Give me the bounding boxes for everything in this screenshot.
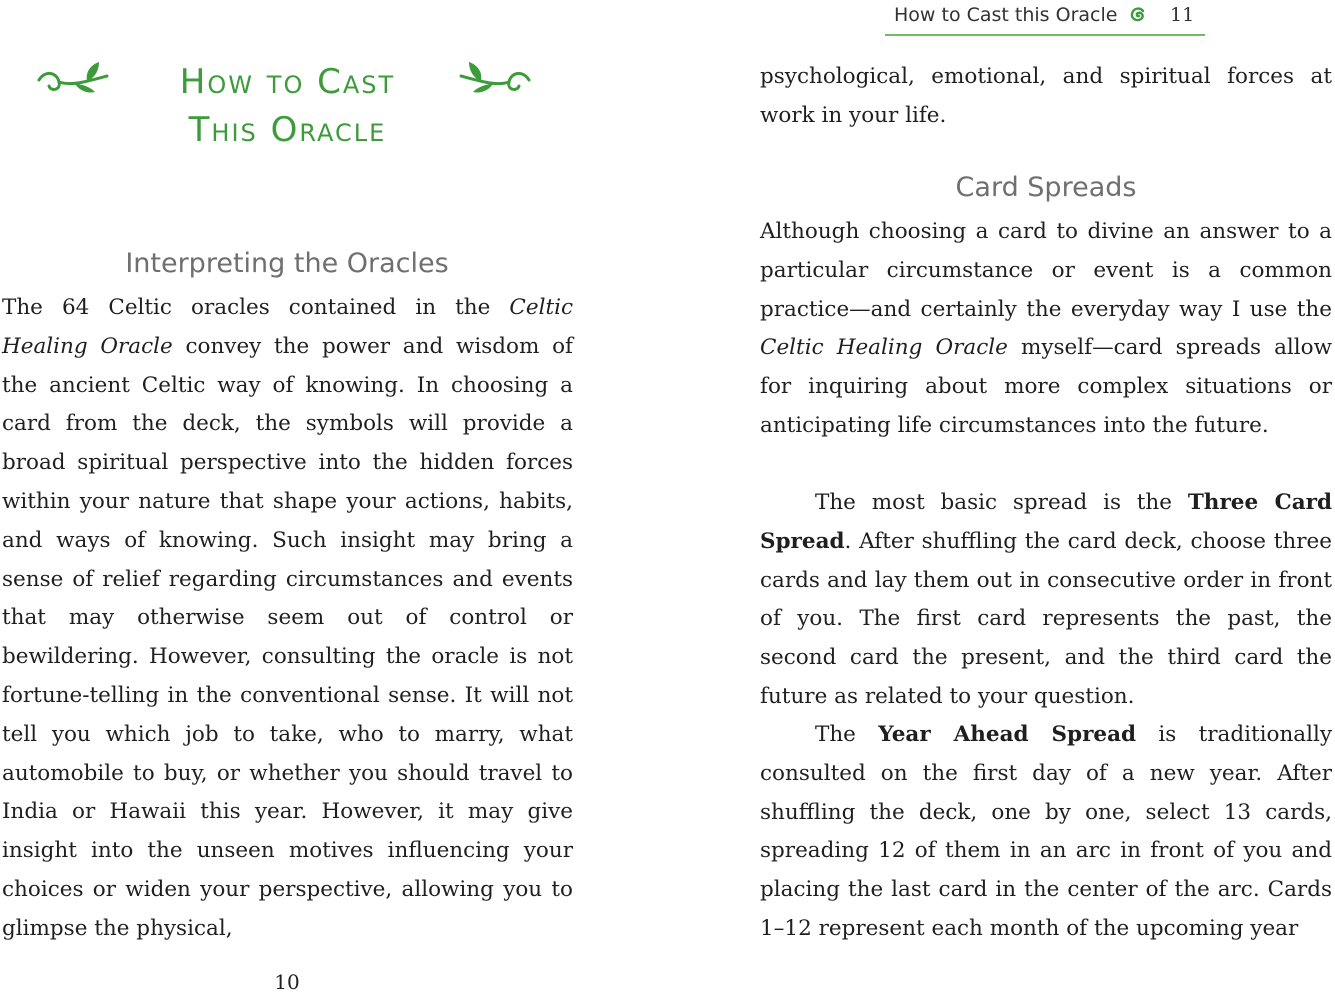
body-paragraph-year-ahead-spread: The Year Ahead Spread is traditionally consulted on the first day of a new year. After shuffling the deck, one by one, select 13 cards, spreading 12 of them in an arc in front of you and placing the last card in the center of the arc. Cards 1–12 represent each month of the upcoming year — [760, 722, 1333, 941]
body-paragraph-card-spreads: Although choosing a card to divine an answer to a particular circumstance or event is a common practice—and certainly the everyday way I use the Celtic Healing Oracle myself—card spreads allow for inquiring about more complex situations or anticipating life circumstances into the future. — [760, 219, 1333, 438]
body-paragraph-continuation: psychological, emotional, and spiritual forces at work in your life. — [760, 64, 1332, 128]
page-number-left: 10 — [274, 970, 300, 994]
book-title-emphasis: Celtic Healing Oracle — [2, 295, 573, 359]
running-head — [885, 0, 1205, 36]
book-title-emphasis: Celtic Healing Oracle — [760, 335, 1008, 361]
chapter-title-line-2: This Oracle — [188, 110, 387, 150]
term-year-ahead-spread: Year Ahead Spread — [878, 722, 1137, 747]
right-page — [757, 0, 1335, 994]
spiral-icon — [1129, 6, 1147, 24]
chapter-title — [130, 58, 445, 154]
left-page — [0, 0, 580, 994]
body-paragraph-three-card-spread: The most basic spread is the Three Card Spread. After shuffling the card deck, choose three cards and lay them out in consecutive order in front of you. The first card represents the past, the second card the present, and the third card the future as related to your question. — [760, 490, 1332, 709]
term-three-card-spread: Three Card Spread — [760, 490, 1332, 554]
section-heading-interpreting: Interpreting the Oracles — [125, 248, 449, 279]
chapter-title-line-1: How to Cast — [179, 62, 396, 102]
vine-ornament-left-icon — [35, 60, 111, 100]
body-paragraph-interpreting: The 64 Celtic oracles contained in the Celtic Healing Oracle convey the power and wisdom of the ancient Celtic way of knowing. In choosing a card from the deck, the symbols will provide a broad spiritual perspective into the hidden forces within your nature that shape your actions, habits, and ways of knowing. Such insight may bring a sense of relief regarding circumstances and events that may otherwise seem out of control or bewildering. However, consulting the oracle is not fortune-telling in the conventional sense. It will not tell you which job to take, who to marry, what automobile to buy, or whether you should travel to India or Hawaii this year. However, it may give insight into the unseen motives influencing your choices or widen your perspective, allowing you to glimpse the physical, — [2, 295, 573, 941]
vine-ornament-right-icon — [457, 60, 533, 100]
page-number-right: 11 — [1170, 4, 1195, 26]
section-heading-card-spreads: Card Spreads — [955, 172, 1137, 203]
running-head-title: How to Cast this Oracle — [894, 4, 1118, 26]
